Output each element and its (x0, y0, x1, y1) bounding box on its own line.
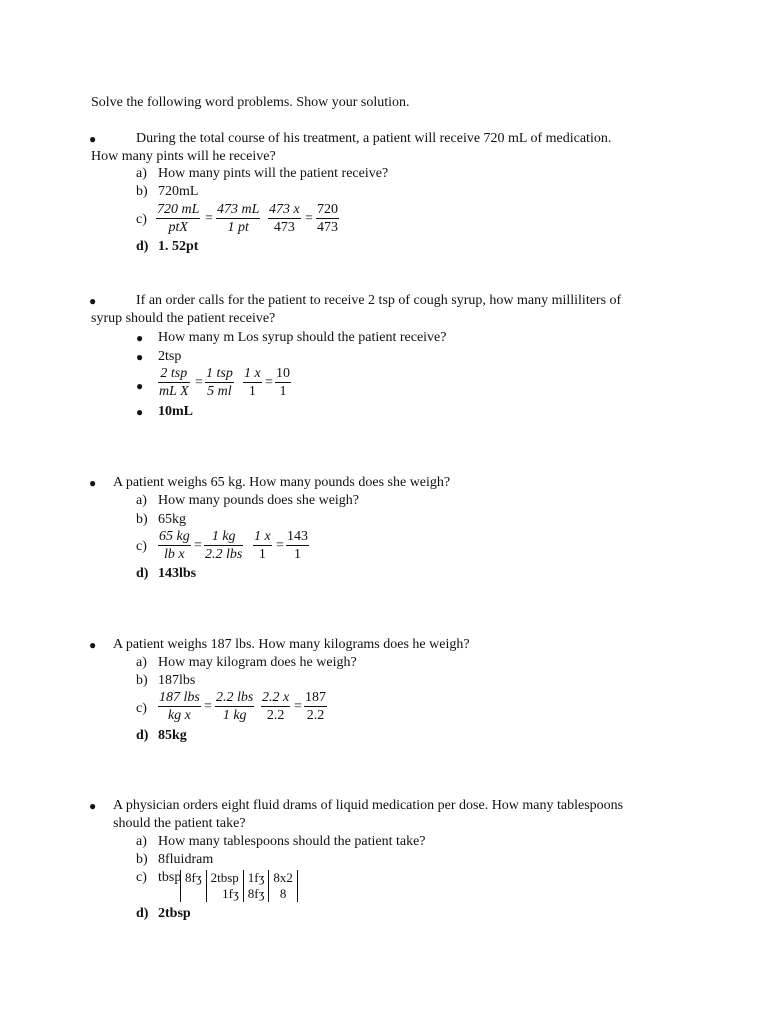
table-cell: 8fʒ (243, 886, 269, 902)
denominator: 5 ml (207, 384, 232, 399)
equals-sign: = (276, 538, 284, 553)
item-marker: a) (136, 834, 147, 849)
bullet-icon: ● (89, 799, 97, 813)
item-marker: d) (136, 906, 149, 921)
answer: 2tbsp (158, 906, 191, 921)
fraction (204, 529, 243, 563)
sub-question: How many pints will the patient receive? (158, 166, 389, 181)
instructions: Solve the following word problems. Show your solution. (91, 95, 410, 110)
fraction (243, 366, 262, 400)
item-marker: b) (136, 184, 148, 199)
table-cell: 8x2 (269, 870, 298, 886)
question-text-continued: How many pints will he receive? (91, 149, 276, 164)
denominator: 1 kg (222, 708, 247, 723)
fraction (156, 202, 200, 236)
question-text: During the total course of his treatment, a patient will receive 720 mL of medication. (136, 131, 612, 146)
answer: 1. 52pt (158, 239, 199, 254)
denominator: lb x (164, 547, 185, 562)
denominator: 2.2 (306, 708, 325, 723)
item-marker: c) (136, 539, 147, 554)
bullet-icon: ● (89, 476, 97, 490)
item-marker: a) (136, 655, 147, 670)
denominator: 2.2 (266, 708, 285, 723)
numerator: 143 (287, 529, 308, 544)
question-text-continued: should the patient take? (113, 816, 246, 831)
denominator: 1 (294, 547, 301, 562)
item-marker: b) (136, 852, 148, 867)
numerator: 187 (305, 690, 326, 705)
fraction (268, 202, 301, 236)
denominator: 1 (248, 384, 256, 399)
item-marker: c) (136, 212, 147, 227)
item-marker: b) (136, 512, 148, 527)
denominator: 1 (258, 547, 266, 562)
table-edge (297, 886, 298, 902)
denominator: 2.2 lbs (205, 547, 243, 562)
numerator: 2.2 x (262, 690, 290, 705)
table-cell: 1fʒ (243, 870, 269, 886)
table-cell: 8 (269, 886, 298, 902)
denominator: 473 (317, 220, 338, 235)
answer: 10mL (158, 404, 193, 419)
question-text: If an order calls for the patient to receive 2 tsp of cough syrup, how many milliliters of (136, 293, 622, 308)
bullet-icon: ● (136, 405, 144, 419)
numerator: 720 mL (157, 202, 200, 217)
table-cell: 2tbsp (206, 870, 243, 886)
fraction (253, 529, 272, 563)
fraction (304, 690, 327, 724)
denominator: 1 pt (227, 220, 249, 235)
numerator: 65 kg (159, 529, 190, 544)
unit-label: tbsp (158, 870, 182, 885)
item-marker: c) (136, 870, 147, 885)
bullet-icon: ● (89, 638, 97, 652)
equals-sign: = (305, 211, 313, 226)
table-cell: 8fʒ (181, 870, 207, 886)
numerator: 473 x (269, 202, 300, 217)
given-value: 187lbs (158, 673, 196, 688)
fraction (261, 690, 290, 724)
fraction (158, 690, 201, 724)
item-marker: d) (136, 566, 149, 581)
sub-question: How many tablespoons should the patient take? (158, 834, 426, 849)
numerator: 2.2 lbs (216, 690, 254, 705)
question-text: A physician orders eight fluid drams of liquid medication per dose. How many tablespoons (113, 798, 624, 813)
denominator: 1 (279, 384, 287, 399)
item-marker: d) (136, 239, 149, 254)
table-row (181, 870, 298, 886)
equals-sign: = (265, 375, 273, 390)
numerator: 1 kg (211, 529, 236, 544)
numerator: 1 x (254, 529, 271, 544)
numerator: 1 x (244, 366, 261, 381)
sub-question: How many m Los syrup should the patient receive? (158, 330, 447, 345)
item-marker: b) (136, 673, 148, 688)
given-value: 2tsp (158, 349, 182, 364)
answer: 143lbs (158, 566, 197, 581)
fraction (205, 366, 234, 400)
bullet-icon: ● (89, 132, 97, 146)
table-cell: 1fʒ (206, 886, 243, 902)
item-marker: a) (136, 493, 147, 508)
numerator: 473 mL (217, 202, 260, 217)
sub-question: How many pounds does she weigh? (158, 493, 360, 508)
denominator: mL X (159, 384, 189, 399)
item-marker: d) (136, 728, 149, 743)
equals-sign: = (194, 538, 202, 553)
equals-sign: = (195, 375, 203, 390)
denominator: kg x (167, 708, 191, 723)
fraction (286, 529, 309, 563)
bullet-icon: ● (136, 379, 144, 393)
given-value: 65kg (158, 512, 186, 527)
equals-sign: = (294, 699, 302, 714)
fraction (158, 529, 191, 563)
given-value: 720mL (158, 184, 199, 199)
fraction (216, 202, 260, 236)
equals-sign: = (204, 699, 212, 714)
table-cell (181, 886, 207, 902)
sub-question: How may kilogram does he weigh? (158, 655, 357, 670)
question-text: A patient weighs 65 kg. How many pounds does she weigh? (113, 475, 451, 490)
bullet-icon: ● (136, 331, 144, 345)
numerator: 187 lbs (159, 690, 200, 705)
equals-sign: = (205, 211, 213, 226)
fraction (158, 366, 190, 400)
conversion-table (180, 870, 298, 902)
answer: 85kg (158, 728, 187, 743)
fraction (215, 690, 254, 724)
numerator: 2 tsp (160, 366, 188, 381)
table-row (181, 886, 298, 902)
question-text-continued: syrup should the patient receive? (91, 311, 276, 326)
denominator: 473 (273, 220, 295, 235)
item-marker: c) (136, 701, 147, 716)
given-value: 8fluidram (158, 852, 214, 867)
table-edge (297, 870, 298, 886)
item-marker: a) (136, 166, 147, 181)
denominator: ptX (168, 220, 188, 235)
question-text: A patient weighs 187 lbs. How many kilograms does he weigh? (113, 637, 470, 652)
numerator: 10 (276, 366, 290, 381)
bullet-icon: ● (136, 350, 144, 364)
bullet-icon: ● (89, 294, 97, 308)
fraction (316, 202, 339, 236)
numerator: 720 (317, 202, 338, 217)
numerator: 1 tsp (206, 366, 233, 381)
fraction (275, 366, 291, 400)
